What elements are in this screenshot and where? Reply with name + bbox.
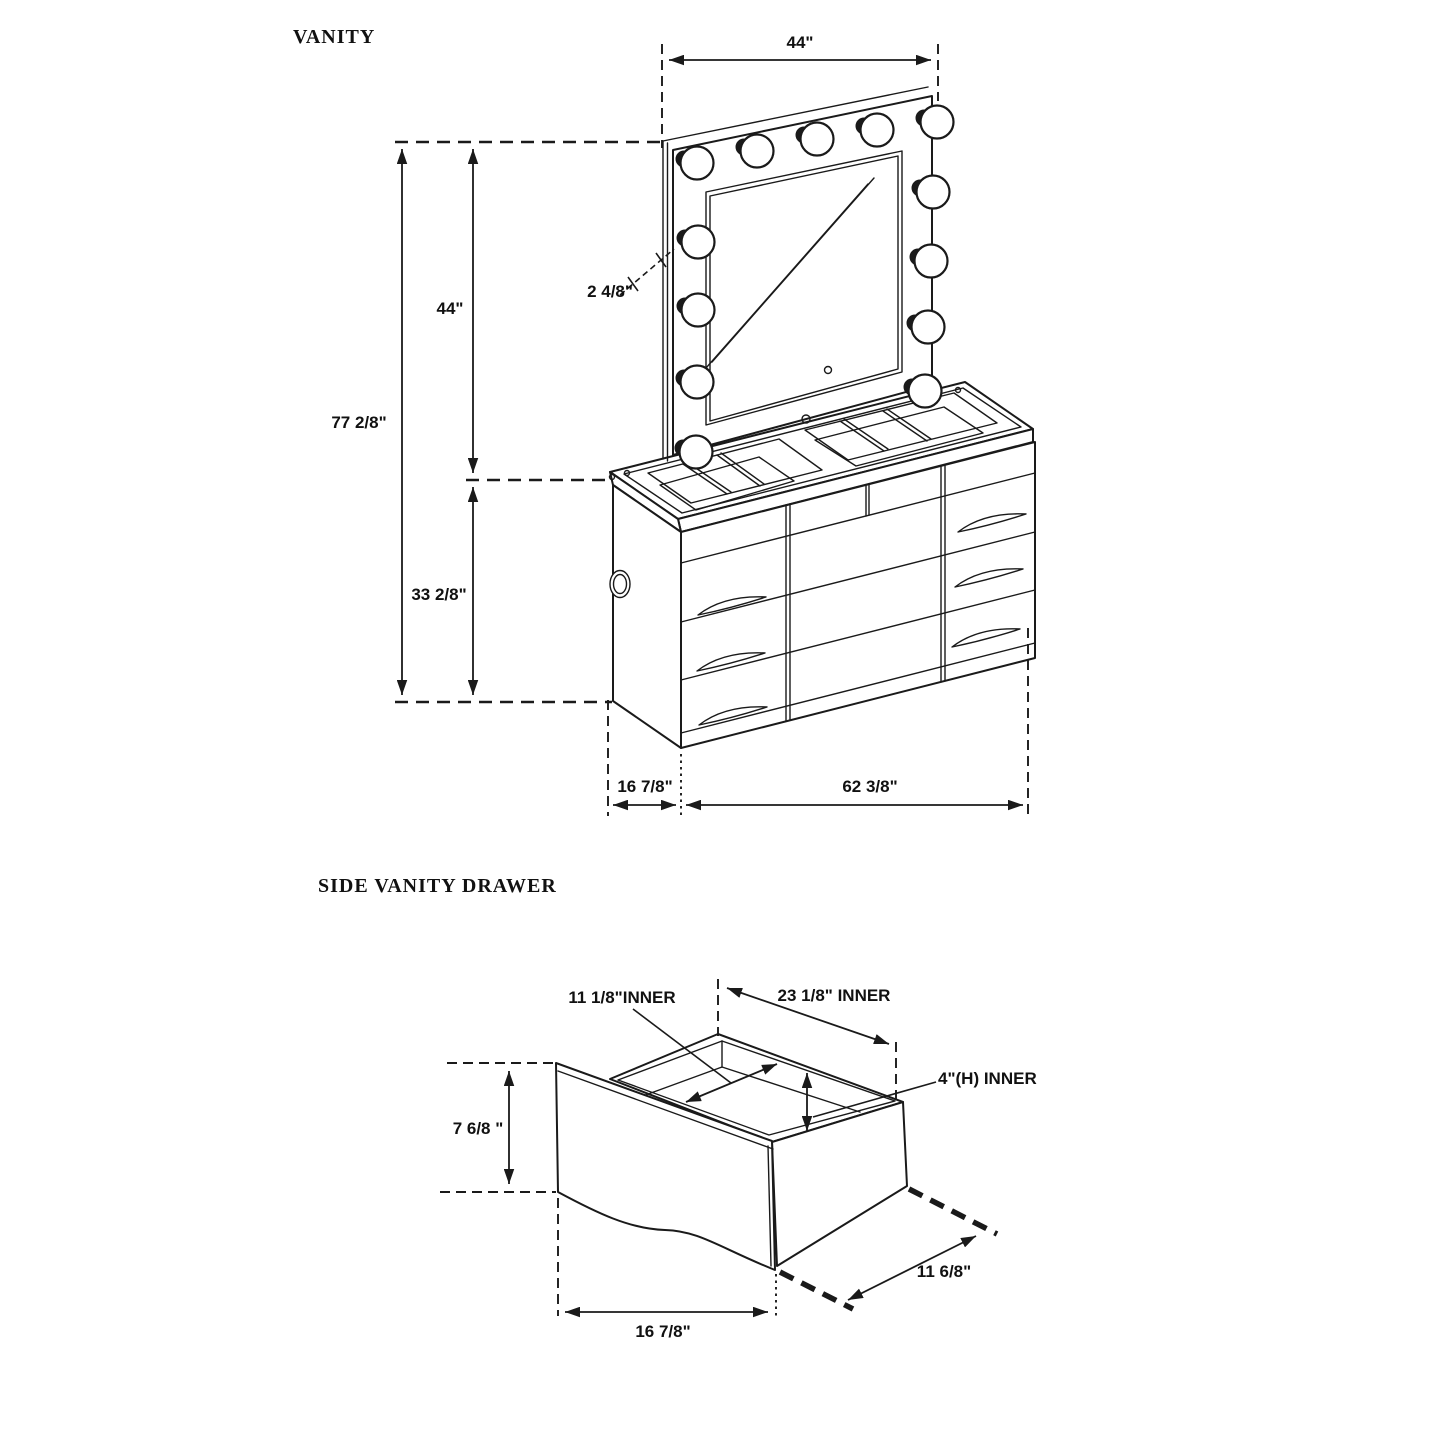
dim-inner-length-label: 23 1/8" INNER — [777, 986, 891, 1005]
dim-base-width-label: 62 3/8" — [842, 777, 898, 796]
dim-base-height-label: 33 2/8" — [411, 585, 467, 604]
side-drawer-drawing — [440, 979, 1037, 1341]
dim-frame-thickness-label: 2 4/8" — [587, 282, 633, 301]
vanity-drawing — [331, 33, 1035, 816]
dim-side-depth-label: 11 6/8" — [916, 1262, 972, 1281]
dim-side-depth-label: 16 7/8" — [617, 777, 673, 796]
dim-total-height-label: 77 2/8" — [331, 413, 387, 432]
side-drawer-title: SIDE VANITY DRAWER — [318, 875, 557, 897]
dim-front-height-label: 7 6/8 " — [452, 1119, 504, 1138]
dim-mirror-width-label: 44" — [786, 33, 814, 52]
dim-mirror-height-label: 44" — [436, 299, 464, 318]
dim-front-width-label: 16 7/8" — [635, 1322, 691, 1341]
dim-inner-height-label: 4"(H) INNER — [938, 1069, 1037, 1088]
vanity-title: VANITY — [293, 26, 376, 48]
dim-inner-width-label: 11 1/8"INNER — [568, 988, 676, 1007]
